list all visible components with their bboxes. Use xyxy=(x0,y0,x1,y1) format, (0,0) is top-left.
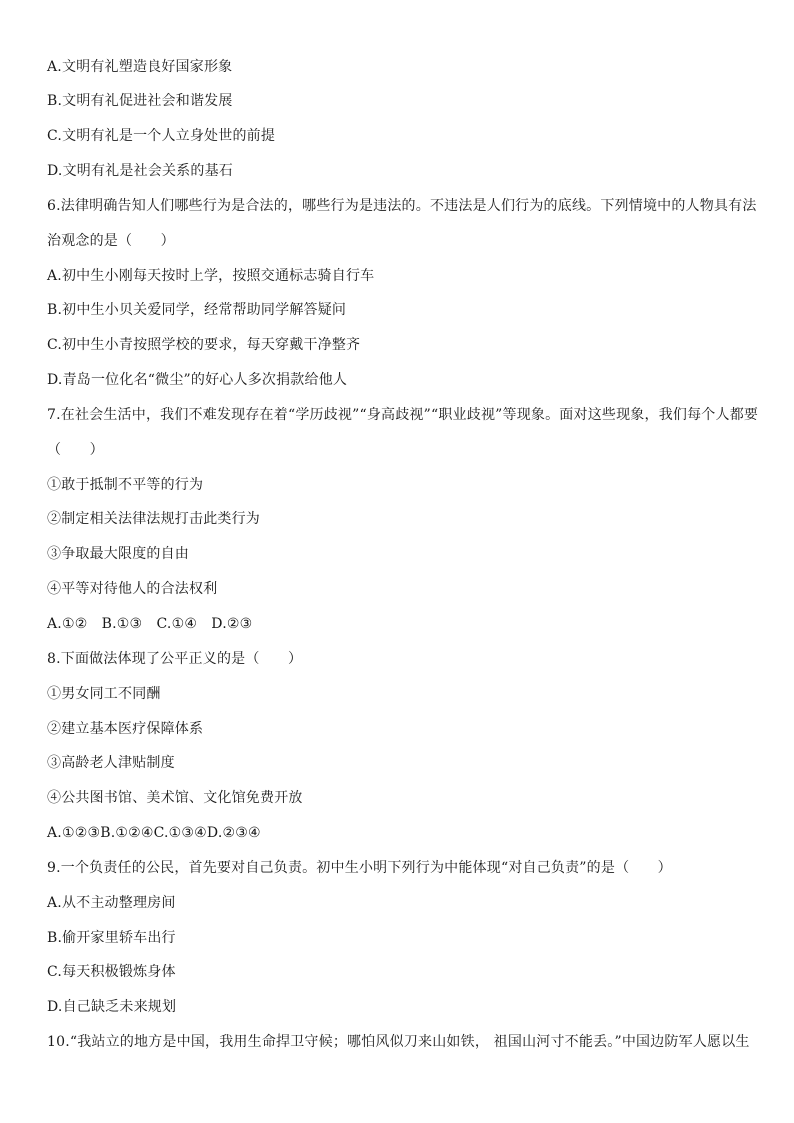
option-6d: D.青岛一位化名“微尘”的好心人多次捐款给他人 xyxy=(47,372,348,388)
option-9a: A.从不主动整理房间 xyxy=(47,895,176,911)
statement-8-3: ③高龄老人津贴制度 xyxy=(47,755,175,771)
option-6a: A.初中生小刚每天按时上学，按照交通标志骑自行车 xyxy=(47,268,375,284)
question-9-stem: 9.一个负责任的公民，首先要对自己负责。初中生小明下列行为中能体现“对自己负责”的是（ ） xyxy=(47,860,672,876)
options-7: A.①② B.①③ C.①④ D.②③ xyxy=(47,616,253,632)
option-5d: D.文明有礼是社会关系的基石 xyxy=(47,163,233,179)
question-10-stem: 10.“我站立的地方是中国，我用生命捍卫守候；哪怕风似刀来山如铁， 祖国山河寸不能丢。”中国边防军人愿以生 xyxy=(47,1034,750,1050)
option-6b: B.初中生小贝关爱同学，经常帮助同学解答疑问 xyxy=(47,302,347,318)
question-7-stem: 7.在社会生活中，我们不难发现存在着“学历歧视”“身高歧视”“职业歧视”等现象。面对这些现象，我们每个人都要 xyxy=(47,407,759,423)
option-6c: C.初中生小青按照学校的要求，每天穿戴干净整齐 xyxy=(47,337,361,353)
option-5c: C.文明有礼是一个人立身处世的前提 xyxy=(47,128,276,144)
options-8: A.①②③B.①②④C.①③④D.②③④ xyxy=(47,825,261,841)
question-8-stem: 8.下面做法体现了公平正义的是（ ） xyxy=(47,651,303,667)
question-6-stem-cont: 治观念的是（ ） xyxy=(47,233,175,249)
statement-8-1: ①男女同工不同酬 xyxy=(47,686,161,702)
option-9c: C.每天积极锻炼身体 xyxy=(47,964,176,980)
option-5b: B.文明有礼促进社会和谐发展 xyxy=(47,93,233,109)
option-9b: B.偷开家里轿车出行 xyxy=(47,930,176,946)
statement-8-4: ④公共图书馆、美术馆、文化馆免费开放 xyxy=(47,790,303,806)
option-9d: D.自己缺乏未来规划 xyxy=(47,999,177,1015)
statement-7-3: ③争取最大限度的自由 xyxy=(47,546,189,562)
statement-7-2: ②制定相关法律法规打击此类行为 xyxy=(47,511,260,527)
statement-8-2: ②建立基本医疗保障体系 xyxy=(47,721,204,737)
statement-7-1: ①敢于抵制不平等的行为 xyxy=(47,477,204,493)
statement-7-4: ④平等对待他人的合法权利 xyxy=(47,581,218,597)
question-6-stem: 6.法律明确告知人们哪些行为是合法的，哪些行为是违法的。不违法是人们行为的底线。下列情境中的人物具有法 xyxy=(47,198,757,214)
option-5a: A.文明有礼塑造良好国家形象 xyxy=(47,59,233,75)
question-7-stem-cont: （ ） xyxy=(47,442,104,458)
